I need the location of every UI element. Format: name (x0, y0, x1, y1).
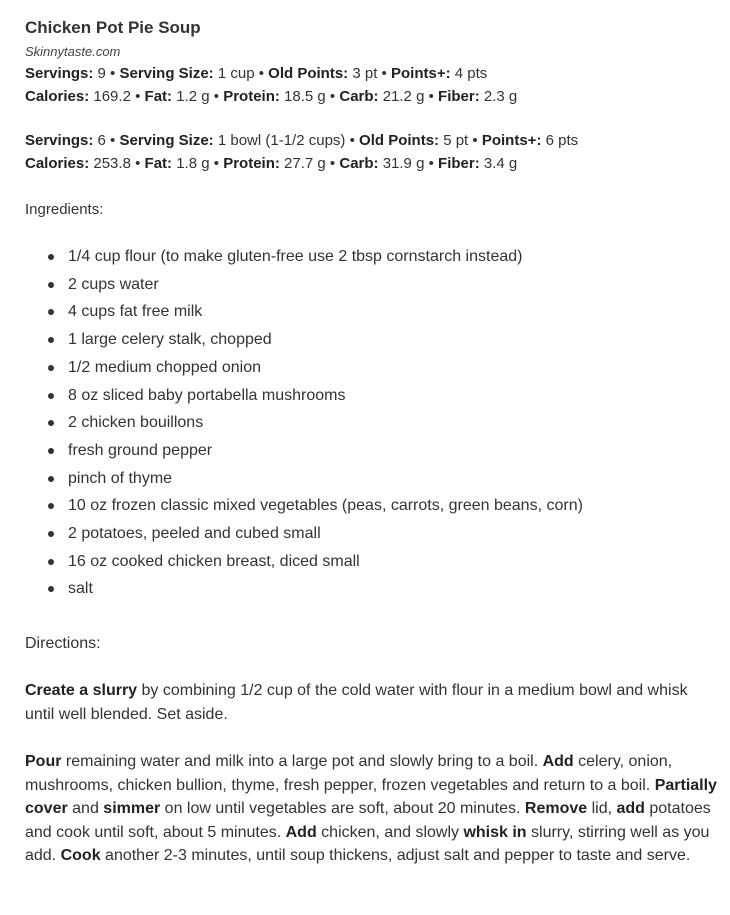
bullet-icon (48, 337, 54, 343)
fiber-label: Fiber: (438, 155, 480, 172)
bullet-icon (48, 365, 54, 371)
nutrition-servings-line (25, 129, 720, 152)
bullet-icon (48, 448, 54, 454)
bullet-icon (48, 586, 54, 592)
list-item (25, 492, 720, 520)
protein-label: Protein: (223, 88, 280, 105)
carb-label: Carb: (339, 155, 379, 172)
ingredient-text: 2 cups water (68, 275, 159, 293)
serving-size-label: Serving Size: (119, 65, 214, 82)
recipe-title: Chicken Pot Pie Soup (25, 18, 201, 37)
bullet-icon (48, 420, 54, 426)
nutrition-block-2 (25, 129, 720, 175)
nutrition-servings-line (25, 62, 720, 85)
ingredients-heading: Ingredients: (25, 201, 104, 218)
list-item (25, 382, 720, 410)
ingredient-text: 4 cups fat free milk (68, 303, 203, 321)
ingredient-text: 1/4 cup flour (to make gluten-free use 2 tbsp cornstarch instead) (68, 248, 523, 265)
carb-value: 21.2 g (382, 88, 425, 105)
list-item (25, 298, 720, 326)
points-plus-value: 4 pts (454, 65, 488, 82)
list-item (25, 465, 720, 493)
step-text: chicken, and slowly (316, 823, 464, 841)
separator: • (329, 88, 336, 105)
separator: • (472, 132, 478, 149)
separator: • (258, 65, 264, 82)
list-item (25, 271, 720, 299)
old-points-value: 5 pt (443, 132, 469, 149)
points-plus-label: Points+: (390, 65, 451, 82)
fat-value: 1.2 g (176, 88, 210, 105)
fiber-value: 2.3 g (483, 88, 518, 105)
calories-value: 169.2 (93, 88, 131, 105)
bullet-icon (48, 309, 54, 315)
carb-label: Carb: (339, 88, 379, 105)
separator: • (110, 132, 116, 149)
serving-size-label: Serving Size: (119, 132, 214, 149)
separator: • (349, 132, 355, 149)
carb-value: 31.9 g (382, 155, 425, 172)
step-keyword: whisk in (463, 823, 527, 841)
step-keyword: Add (542, 753, 574, 771)
calories-value: 253.8 (93, 155, 131, 172)
fat-value: 1.8 g (176, 155, 210, 172)
separator: • (213, 88, 220, 105)
fat-label: Fat: (144, 155, 173, 172)
separator: • (135, 88, 141, 105)
separator: • (428, 155, 434, 172)
ingredients-list (25, 243, 720, 603)
direction-step-1 (25, 679, 720, 726)
step-keyword: Pour (25, 753, 62, 771)
fiber-value: 3.4 g (483, 155, 518, 172)
direction-step-2 (25, 750, 720, 868)
step-text: lid, (587, 800, 617, 818)
servings-value: 9 (97, 65, 106, 82)
step-text: slurry, stirring well as you add. (25, 823, 710, 865)
ingredient-text: 16 oz cooked chicken breast, diced small (68, 552, 360, 570)
ingredient-text: 2 chicken bouillons (68, 414, 204, 432)
serving-size-value: 1 bowl (1-1/2 cups) (217, 132, 346, 149)
nutrition-macros-line (25, 85, 720, 108)
separator: • (110, 65, 116, 82)
step-keyword: simmer (103, 800, 161, 818)
ingredient-text: 10 oz frozen classic mixed vegetables (peas, carrots, green beans, corn) (68, 497, 583, 515)
list-item (25, 575, 720, 603)
protein-value: 18.5 g (284, 88, 326, 105)
separator: • (213, 155, 220, 172)
ingredient-text: 2 potatoes, peeled and cubed small (68, 525, 321, 543)
separator: • (381, 65, 387, 82)
bullet-icon (48, 282, 54, 288)
points-plus-value: 6 pts (545, 132, 579, 149)
step-keyword: add (616, 800, 645, 818)
ingredient-text: salt (68, 580, 93, 598)
old-points-label: Old Points: (268, 65, 349, 82)
bullet-icon (48, 503, 54, 509)
bullet-icon (48, 476, 54, 482)
step-keyword: Add (285, 823, 317, 841)
list-item (25, 326, 720, 354)
nutrition-block-1 (25, 62, 720, 108)
recipe-card (25, 16, 720, 884)
ingredient-text: pinch of thyme (68, 469, 173, 487)
bullet-icon (48, 254, 54, 260)
ingredient-text: 1/2 medium chopped onion (68, 358, 262, 376)
nutrition-macros-line (25, 152, 720, 175)
protein-label: Protein: (223, 155, 280, 172)
list-item (25, 437, 720, 465)
fat-label: Fat: (144, 88, 173, 105)
ingredient-text: 1 large celery stalk, chopped (68, 331, 272, 349)
old-points-label: Old Points: (359, 132, 440, 149)
step-text: potatoes and cook until soft, about 5 minutes. (25, 800, 711, 841)
step-text: remaining water and milk into a large pot and slowly bring to a boil. (61, 753, 543, 771)
step-text: and (67, 800, 104, 818)
calories-label: Calories: (25, 155, 90, 172)
step-keyword: Create a slurry (25, 682, 138, 700)
bullet-icon (48, 393, 54, 399)
step-text: another 2-3 minutes, until soup thickens, adjust salt and pepper to taste and serve. (100, 847, 691, 865)
step-text: by combining 1/2 cup of the cold water with flour in a medium bowl and whisk until well blended. Set aside. (25, 682, 688, 723)
list-item (25, 409, 720, 437)
ingredient-text: 8 oz sliced baby portabella mushrooms (68, 386, 346, 404)
list-item (25, 243, 720, 271)
servings-label: Servings: (25, 132, 94, 149)
separator: • (135, 155, 141, 172)
step-keyword: Cook (60, 847, 101, 865)
bullet-icon (48, 531, 54, 537)
serving-size-value: 1 cup (217, 65, 255, 82)
separator: • (428, 88, 434, 105)
step-text: celery, onion, mushrooms, chicken bullion, thyme, fresh pepper, frozen vegetables and return to a boil. (25, 753, 673, 794)
ingredient-text: fresh ground pepper (68, 441, 213, 459)
old-points-value: 3 pt (352, 65, 378, 82)
directions-heading: Directions: (25, 635, 101, 653)
points-plus-label: Points+: (481, 132, 542, 149)
fiber-label: Fiber: (438, 88, 480, 105)
protein-value: 27.7 g (284, 155, 326, 172)
step-keyword: Partially cover (25, 776, 717, 818)
step-text: on low until vegetables are soft, about 20 minutes. (160, 800, 525, 818)
list-item (25, 354, 720, 382)
bullet-icon (48, 559, 54, 565)
list-item (25, 548, 720, 576)
servings-label: Servings: (25, 65, 94, 82)
separator: • (329, 155, 336, 172)
list-item (25, 520, 720, 548)
calories-label: Calories: (25, 88, 90, 105)
recipe-source: Skinnytaste.com (25, 44, 121, 59)
step-keyword: Remove (524, 800, 588, 818)
servings-value: 6 (97, 132, 106, 149)
